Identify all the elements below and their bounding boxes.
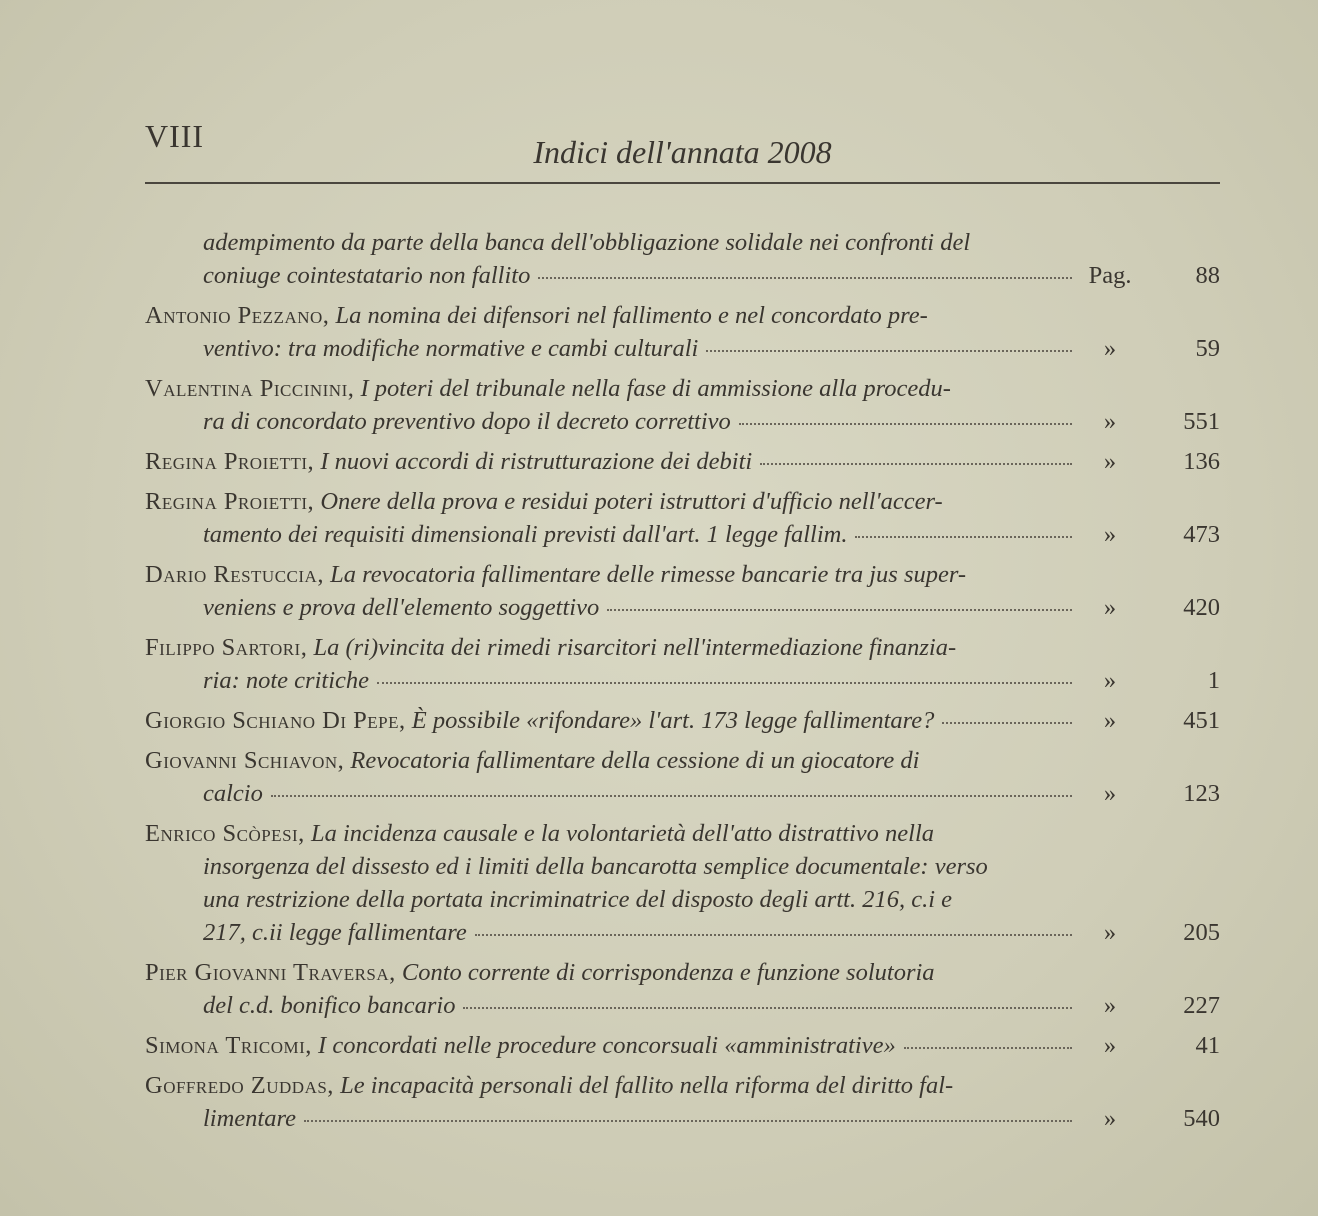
page-reference xyxy=(1080,1102,1220,1135)
page-reference xyxy=(1080,445,1220,478)
entry-line xyxy=(145,485,1220,518)
page-header xyxy=(145,112,1220,184)
entry-title: adempimento da parte della banca dell'obbligazione solidale nei confronti del xyxy=(203,229,971,256)
dot-leader xyxy=(904,1046,1072,1049)
entry-title: I poteri del tribunale nella fase di ammissione alla procedu- xyxy=(360,375,951,402)
entry-line xyxy=(145,372,1220,405)
page-reference xyxy=(1080,664,1220,697)
entry-line xyxy=(145,591,1220,624)
entry-line xyxy=(145,956,1220,989)
page-ref-number: 540 xyxy=(1183,1105,1220,1132)
page-ref-number: 205 xyxy=(1183,919,1220,946)
index-entry xyxy=(145,226,1220,292)
entry-author: Antonio Pezzano, xyxy=(145,302,330,329)
dot-leader xyxy=(855,535,1072,538)
entry-line xyxy=(145,850,1220,883)
page-reference xyxy=(1080,916,1220,949)
dot-leader xyxy=(706,349,1072,352)
entry-title: La revocatoria fallimentare delle rimesse bancarie tra jus super- xyxy=(330,561,967,588)
entry-author: Giorgio Schiano Di Pepe, xyxy=(145,707,406,734)
page-reference xyxy=(1080,704,1220,737)
entry-line xyxy=(145,744,1220,777)
page-mark: » xyxy=(1103,667,1117,694)
page-reference xyxy=(1080,591,1220,624)
entry-title: coniuge cointestatario non fallito xyxy=(203,262,531,289)
entry-title: veniens e prova dell'elemento soggettivo xyxy=(203,594,600,621)
index-entry xyxy=(145,631,1220,697)
entry-author: Enrico Scòpesi, xyxy=(145,820,305,847)
entry-author: Giovanni Schiavon, xyxy=(145,747,345,774)
entry-author: Dario Restuccia, xyxy=(145,561,324,588)
entry-title: tamento dei requisiti dimensionali previsti dall'art. 1 legge fallim. xyxy=(203,521,848,548)
page-reference xyxy=(1080,332,1220,365)
dot-leader xyxy=(760,462,1072,465)
page-reference xyxy=(1080,777,1220,810)
entry-title: ria: note critiche xyxy=(203,667,370,694)
page-ref-number: 420 xyxy=(1183,594,1220,621)
page-reference xyxy=(1080,259,1220,292)
index-entry xyxy=(145,485,1220,551)
index-entry xyxy=(145,299,1220,365)
entry-title: Revocatoria fallimentare della cessione di un giocatore di xyxy=(350,747,920,774)
entry-line xyxy=(145,518,1220,551)
dot-leader xyxy=(304,1119,1072,1122)
entry-author: Regina Proietti, xyxy=(145,448,315,475)
page-ref-number: 41 xyxy=(1195,1032,1220,1059)
entry-line xyxy=(145,704,1220,737)
entry-line xyxy=(145,226,1220,259)
entry-title: Onere della prova e residui poteri istruttori d'ufficio nell'accer- xyxy=(320,488,943,515)
entry-author: Regina Proietti, xyxy=(145,488,315,515)
index-entry xyxy=(145,558,1220,624)
dot-leader xyxy=(739,422,1072,425)
entry-line xyxy=(145,817,1220,850)
entry-title: 217, c.ii legge fallimentare xyxy=(203,919,467,946)
page-ref-number: 123 xyxy=(1183,780,1220,807)
entry-line xyxy=(145,1029,1220,1062)
entry-title: limentare xyxy=(203,1105,296,1132)
page-ref-number: 473 xyxy=(1183,521,1220,548)
page-mark: » xyxy=(1103,594,1117,621)
entry-line xyxy=(145,332,1220,365)
page-mark: Pag. xyxy=(1088,262,1132,289)
index-entry xyxy=(145,1029,1220,1062)
entry-title: La incidenza causale e la volontarietà dell'atto distrattivo nella xyxy=(310,820,935,847)
page-ref-number: 451 xyxy=(1183,707,1220,734)
page-mark: » xyxy=(1103,780,1117,807)
index-entry xyxy=(145,956,1220,1022)
index-entry xyxy=(145,372,1220,438)
dot-leader xyxy=(377,681,1072,684)
page-reference xyxy=(1080,518,1220,551)
page-mark: » xyxy=(1103,919,1117,946)
entry-title: insorgenza del dissesto ed i limiti della bancarotta semplice documentale: verso xyxy=(203,853,988,880)
entry-author: Pier Giovanni Traversa, xyxy=(145,959,396,986)
page-ref-number: 227 xyxy=(1183,992,1220,1019)
index-entry xyxy=(145,704,1220,737)
page-reference xyxy=(1080,1029,1220,1062)
page-mark: » xyxy=(1103,408,1117,435)
entry-title: La (ri)vincita dei rimedi risarcitori nell'intermediazione finanzia- xyxy=(313,634,957,661)
index-entry xyxy=(145,817,1220,949)
dot-leader xyxy=(463,1006,1072,1009)
page-reference xyxy=(1080,405,1220,438)
index-entries xyxy=(145,226,1220,1142)
entry-title: ventivo: tra modifiche normative e cambi culturali xyxy=(203,335,699,362)
entry-line xyxy=(145,989,1220,1022)
page-mark: » xyxy=(1103,707,1117,734)
page-mark: » xyxy=(1103,992,1117,1019)
entry-author: Valentina Piccinini, xyxy=(145,375,355,402)
entry-line xyxy=(145,1102,1220,1135)
page-reference xyxy=(1080,989,1220,1022)
page-ref-number: 1 xyxy=(1207,667,1220,694)
dot-leader xyxy=(607,608,1072,611)
entry-line xyxy=(145,664,1220,697)
entry-title: Le incapacità personali del fallito nella riforma del diritto fal- xyxy=(340,1072,954,1099)
entry-title: I concordati nelle procedure concorsuali «amministrative» xyxy=(318,1032,896,1059)
entry-title: È possibile «rifondare» l'art. 173 legge fallimentare? xyxy=(411,707,935,734)
entry-line xyxy=(145,259,1220,292)
entry-author: Goffredo Zuddas, xyxy=(145,1072,334,1099)
entry-title: ra di concordato preventivo dopo il decreto correttivo xyxy=(203,408,731,435)
entry-line xyxy=(145,883,1220,916)
page-mark: » xyxy=(1103,521,1117,548)
page-ref-number: 88 xyxy=(1195,262,1220,289)
page-mark: » xyxy=(1103,1105,1117,1132)
dot-leader xyxy=(538,276,1072,279)
entry-line xyxy=(145,777,1220,810)
dot-leader xyxy=(475,933,1072,936)
entry-title: calcio xyxy=(203,780,263,807)
page-mark: » xyxy=(1103,335,1117,362)
index-entry xyxy=(145,744,1220,810)
entry-line xyxy=(145,299,1220,332)
entry-line xyxy=(145,916,1220,949)
page-number: VIII xyxy=(145,118,205,154)
page-ref-number: 136 xyxy=(1183,448,1220,475)
entry-title: I nuovi accordi di ristrutturazione dei debiti xyxy=(320,448,753,475)
entry-line xyxy=(145,631,1220,664)
index-entry xyxy=(145,445,1220,478)
dot-leader xyxy=(942,721,1072,724)
entry-line xyxy=(145,445,1220,478)
entry-author: Simona Tricomi, xyxy=(145,1032,312,1059)
entry-line xyxy=(145,405,1220,438)
entry-line xyxy=(145,558,1220,591)
entry-author: Filippo Sartori, xyxy=(145,634,308,661)
entry-title: del c.d. bonifico bancario xyxy=(203,992,456,1019)
page-ref-number: 59 xyxy=(1195,335,1220,362)
page-ref-number: 551 xyxy=(1183,408,1220,435)
page-mark: » xyxy=(1103,1032,1117,1059)
running-title: Indici dell'annata 2008 xyxy=(533,134,832,170)
entry-title: una restrizione della portata incriminatrice del disposto degli artt. 216, c.i e xyxy=(203,886,953,913)
entry-title: Conto corrente di corrispondenza e funzione solutoria xyxy=(401,959,935,986)
dot-leader xyxy=(271,794,1072,797)
page-mark: » xyxy=(1103,448,1117,475)
entry-line xyxy=(145,1069,1220,1102)
entry-title: La nomina dei difensori nel fallimento e nel concordato pre- xyxy=(335,302,928,329)
index-entry xyxy=(145,1069,1220,1135)
